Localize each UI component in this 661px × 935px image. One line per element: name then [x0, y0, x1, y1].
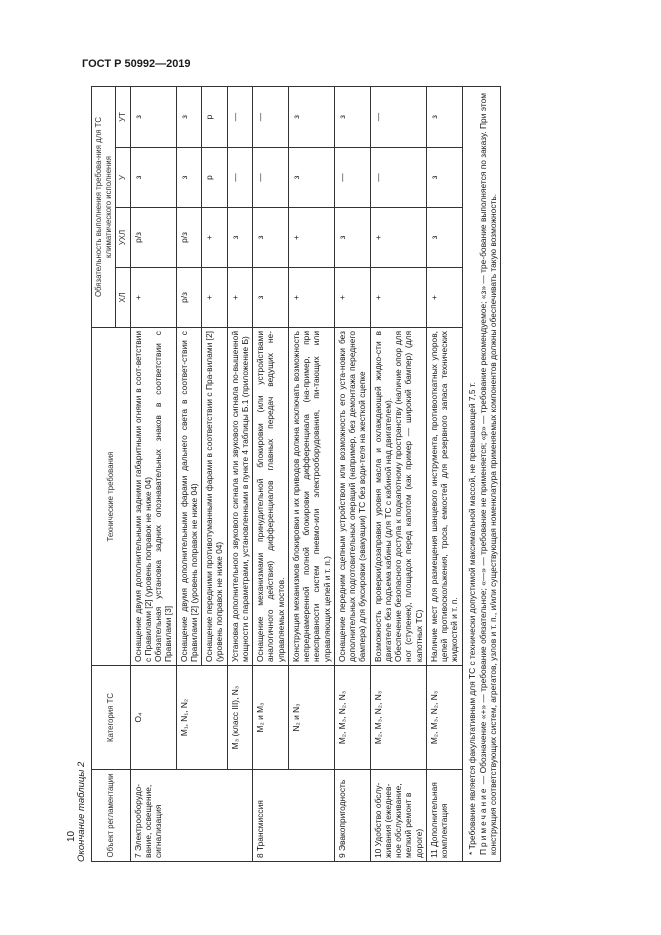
note — [477, 90, 499, 858]
obligation-value-cell: з — [130, 86, 176, 147]
header-climate-uhl: УХЛ — [116, 208, 131, 268]
category-cell: M₂, M₃, N₂, N₃ — [334, 666, 370, 770]
object-cell: 9 Эвакопригодность — [334, 770, 370, 862]
requirement-cell: Оснащение передними противотуманными фарами в соответствии с Пра-вилами [2] (уровень поправок не ниже 04) — [202, 328, 228, 666]
obligation-value-cell: з — [426, 148, 462, 208]
obligation-value-cell: + — [288, 268, 334, 328]
object-cell: 7 Электрооборудо-вание, освещение, сигнализация — [130, 770, 253, 862]
obligation-value-cell: з — [253, 208, 289, 268]
requirement-cell: Оснащение двумя дополнительными фарами дальнего света в соответ-ствии с Правилами [2] (уровень поправок не ниже 04) — [176, 328, 202, 666]
requirements-table — [91, 86, 501, 862]
page-number: 10 — [66, 830, 77, 842]
requirement-cell: Возможность проверки/дозаправки уровня масла и охлаждающей жидко-сти в двигателе без подъема кабины (для ТС с кабиной над двигателем). Обеспечение безопасного доступа к подкапотному пространству (наличие опор для ног (ступенек), площадок перед капотом (как пример — широкий бампер) (для капотных ТС) — [370, 328, 426, 666]
footnote: * Требование является факультативным для ТС с технически допустимой максимальной массой, не превышающей 7,5 т. — [466, 381, 477, 855]
table-row — [253, 86, 289, 861]
category-cell: O₄ — [130, 666, 176, 770]
obligation-value-cell: р/з — [176, 268, 202, 328]
table-row — [370, 86, 426, 861]
obligation-value-cell: з — [176, 86, 202, 147]
header-obligation: Обязательность выполнения требова-ния для ТС климатического исполнения — [92, 86, 116, 327]
category-cell: M₂, M₃, N₂, N₃ — [370, 666, 426, 770]
obligation-value-cell: з — [253, 268, 289, 328]
requirement-cell: Оснащение механизмами принудительной блокировки (или устройствами аналогичного действия) дифференциалов главных передач ведущих не-управляемых мостов. — [253, 328, 289, 666]
header-climate-ut: УТ — [116, 86, 131, 147]
obligation-value-cell: + — [370, 268, 426, 328]
obligation-value-cell: з — [288, 148, 334, 208]
header-object: Объект регламентации — [92, 770, 131, 862]
obligation-value-cell: + — [334, 268, 370, 328]
requirement-cell: Установка дополнительного звукового сигнала или звукового сигнала по-вышенной мощности с параметрами, установленными в пункте 4 таблицы Б.1 (приложение Б) — [227, 328, 253, 666]
table-body — [130, 86, 462, 861]
obligation-value-cell: — — [334, 148, 370, 208]
object-cell: 11 Дополнительная комплектация — [426, 770, 462, 862]
category-cell: M₂, M₃, N₂, N₃ — [426, 666, 462, 770]
header-category: Категория ТС — [92, 666, 131, 770]
obligation-value-cell: — — [370, 86, 426, 147]
document-header: ГОСТ Р 50992—2019 — [82, 58, 191, 70]
obligation-value-cell: — — [227, 148, 253, 208]
obligation-value-cell: з — [334, 86, 370, 147]
obligation-value-cell: + — [288, 208, 334, 268]
table-row — [176, 86, 202, 861]
obligation-value-cell: + — [370, 208, 426, 268]
obligation-value-cell: + — [426, 268, 462, 328]
requirement-cell: Конструкция механизмов блокировки и их приводов должна исключать возможность непреднамеренной полной блокировки дифференциала (на-пример, при неисправности систем пневмо-или электрооборудования, пи-тающих или управляющих цепей и т. п.) — [288, 328, 334, 666]
obligation-value-cell: з — [426, 208, 462, 268]
table-row — [227, 86, 253, 861]
obligation-value-cell: + — [227, 268, 253, 328]
category-cell: M₂ и M₃ — [253, 666, 289, 770]
obligation-value-cell: р — [202, 86, 228, 147]
table-caption: Окончание таблицы 2 — [76, 761, 87, 862]
obligation-value-cell: р/з — [176, 208, 202, 268]
rotated-table-area — [76, 87, 596, 862]
obligation-value-cell: + — [202, 268, 228, 328]
object-cell: 8 Трансмиссия — [253, 770, 335, 862]
obligation-value-cell: + — [130, 268, 176, 328]
table-notes — [462, 86, 501, 861]
obligation-value-cell: — — [370, 148, 426, 208]
obligation-value-cell: з — [334, 208, 370, 268]
obligation-value-cell: р — [202, 148, 228, 208]
obligation-value-cell: — — [253, 148, 289, 208]
obligation-value-cell: з — [130, 148, 176, 208]
category-cell: M₁, N₁, N₂ — [176, 666, 227, 770]
obligation-value-cell: + — [202, 208, 228, 268]
header-requirements: Технические требования — [92, 328, 131, 666]
obligation-value-cell: з — [288, 86, 334, 147]
table-row — [130, 86, 176, 861]
table-row — [334, 86, 370, 861]
obligation-value-cell: р/з — [130, 208, 176, 268]
table-row — [288, 86, 334, 861]
requirement-cell: Наличие мест для размещения шанцевого инструмента, противооткатных упоров, цепей противоскольжения, троса, емкостей для резервного запаса технических жидкостей и т. п. — [426, 328, 462, 666]
note-text: — Обозначение «+» — требование обязательное; «—» — требование не применяется; «р» — требование рекомендуемое; «з» — тре-бование выполняется по заказу. При этом конструкция соответствующих систем, агрегатов, узлов и т. п., и/или существующая номенклатура применяемых компонентов должны обеспечивать такую возможность. — [477, 92, 498, 855]
obligation-value-cell: з — [227, 208, 253, 268]
obligation-value-cell: — — [227, 86, 253, 147]
header-climate-hl: ХЛ — [116, 268, 131, 328]
table-row — [426, 86, 462, 861]
requirement-cell: Оснащение двумя дополнительными задними габаритными огнями в соот-ветствии с Правилами [2] (уровень поправок не ниже 04) Обязательная установка задних опознавательных знаков в соответствии с Правилами [3] — [130, 328, 176, 666]
category-cell: N₂ и N₃ — [288, 666, 334, 770]
note-label: Примечание — [477, 786, 488, 855]
obligation-value-cell: — — [253, 86, 289, 147]
obligation-value-cell: з — [426, 86, 462, 147]
obligation-value-cell: з — [176, 148, 202, 208]
requirement-cell: Оснащение передним сцепным устройством или возможность его уста-новки без дополнительных подготовительных операций (например, без демонтажа переднего бампера) для буксировки (эвакуации) ТС без води-теля на жесткой сцепке — [334, 328, 370, 666]
category-cell: M₃ (класс III), N₃ — [227, 666, 253, 770]
object-cell: 10 Удобство обслу-живания (ежеднев-ное обслуживание, мелкий ремонт в дороге) — [370, 770, 426, 862]
header-climate-u: У — [116, 148, 131, 208]
